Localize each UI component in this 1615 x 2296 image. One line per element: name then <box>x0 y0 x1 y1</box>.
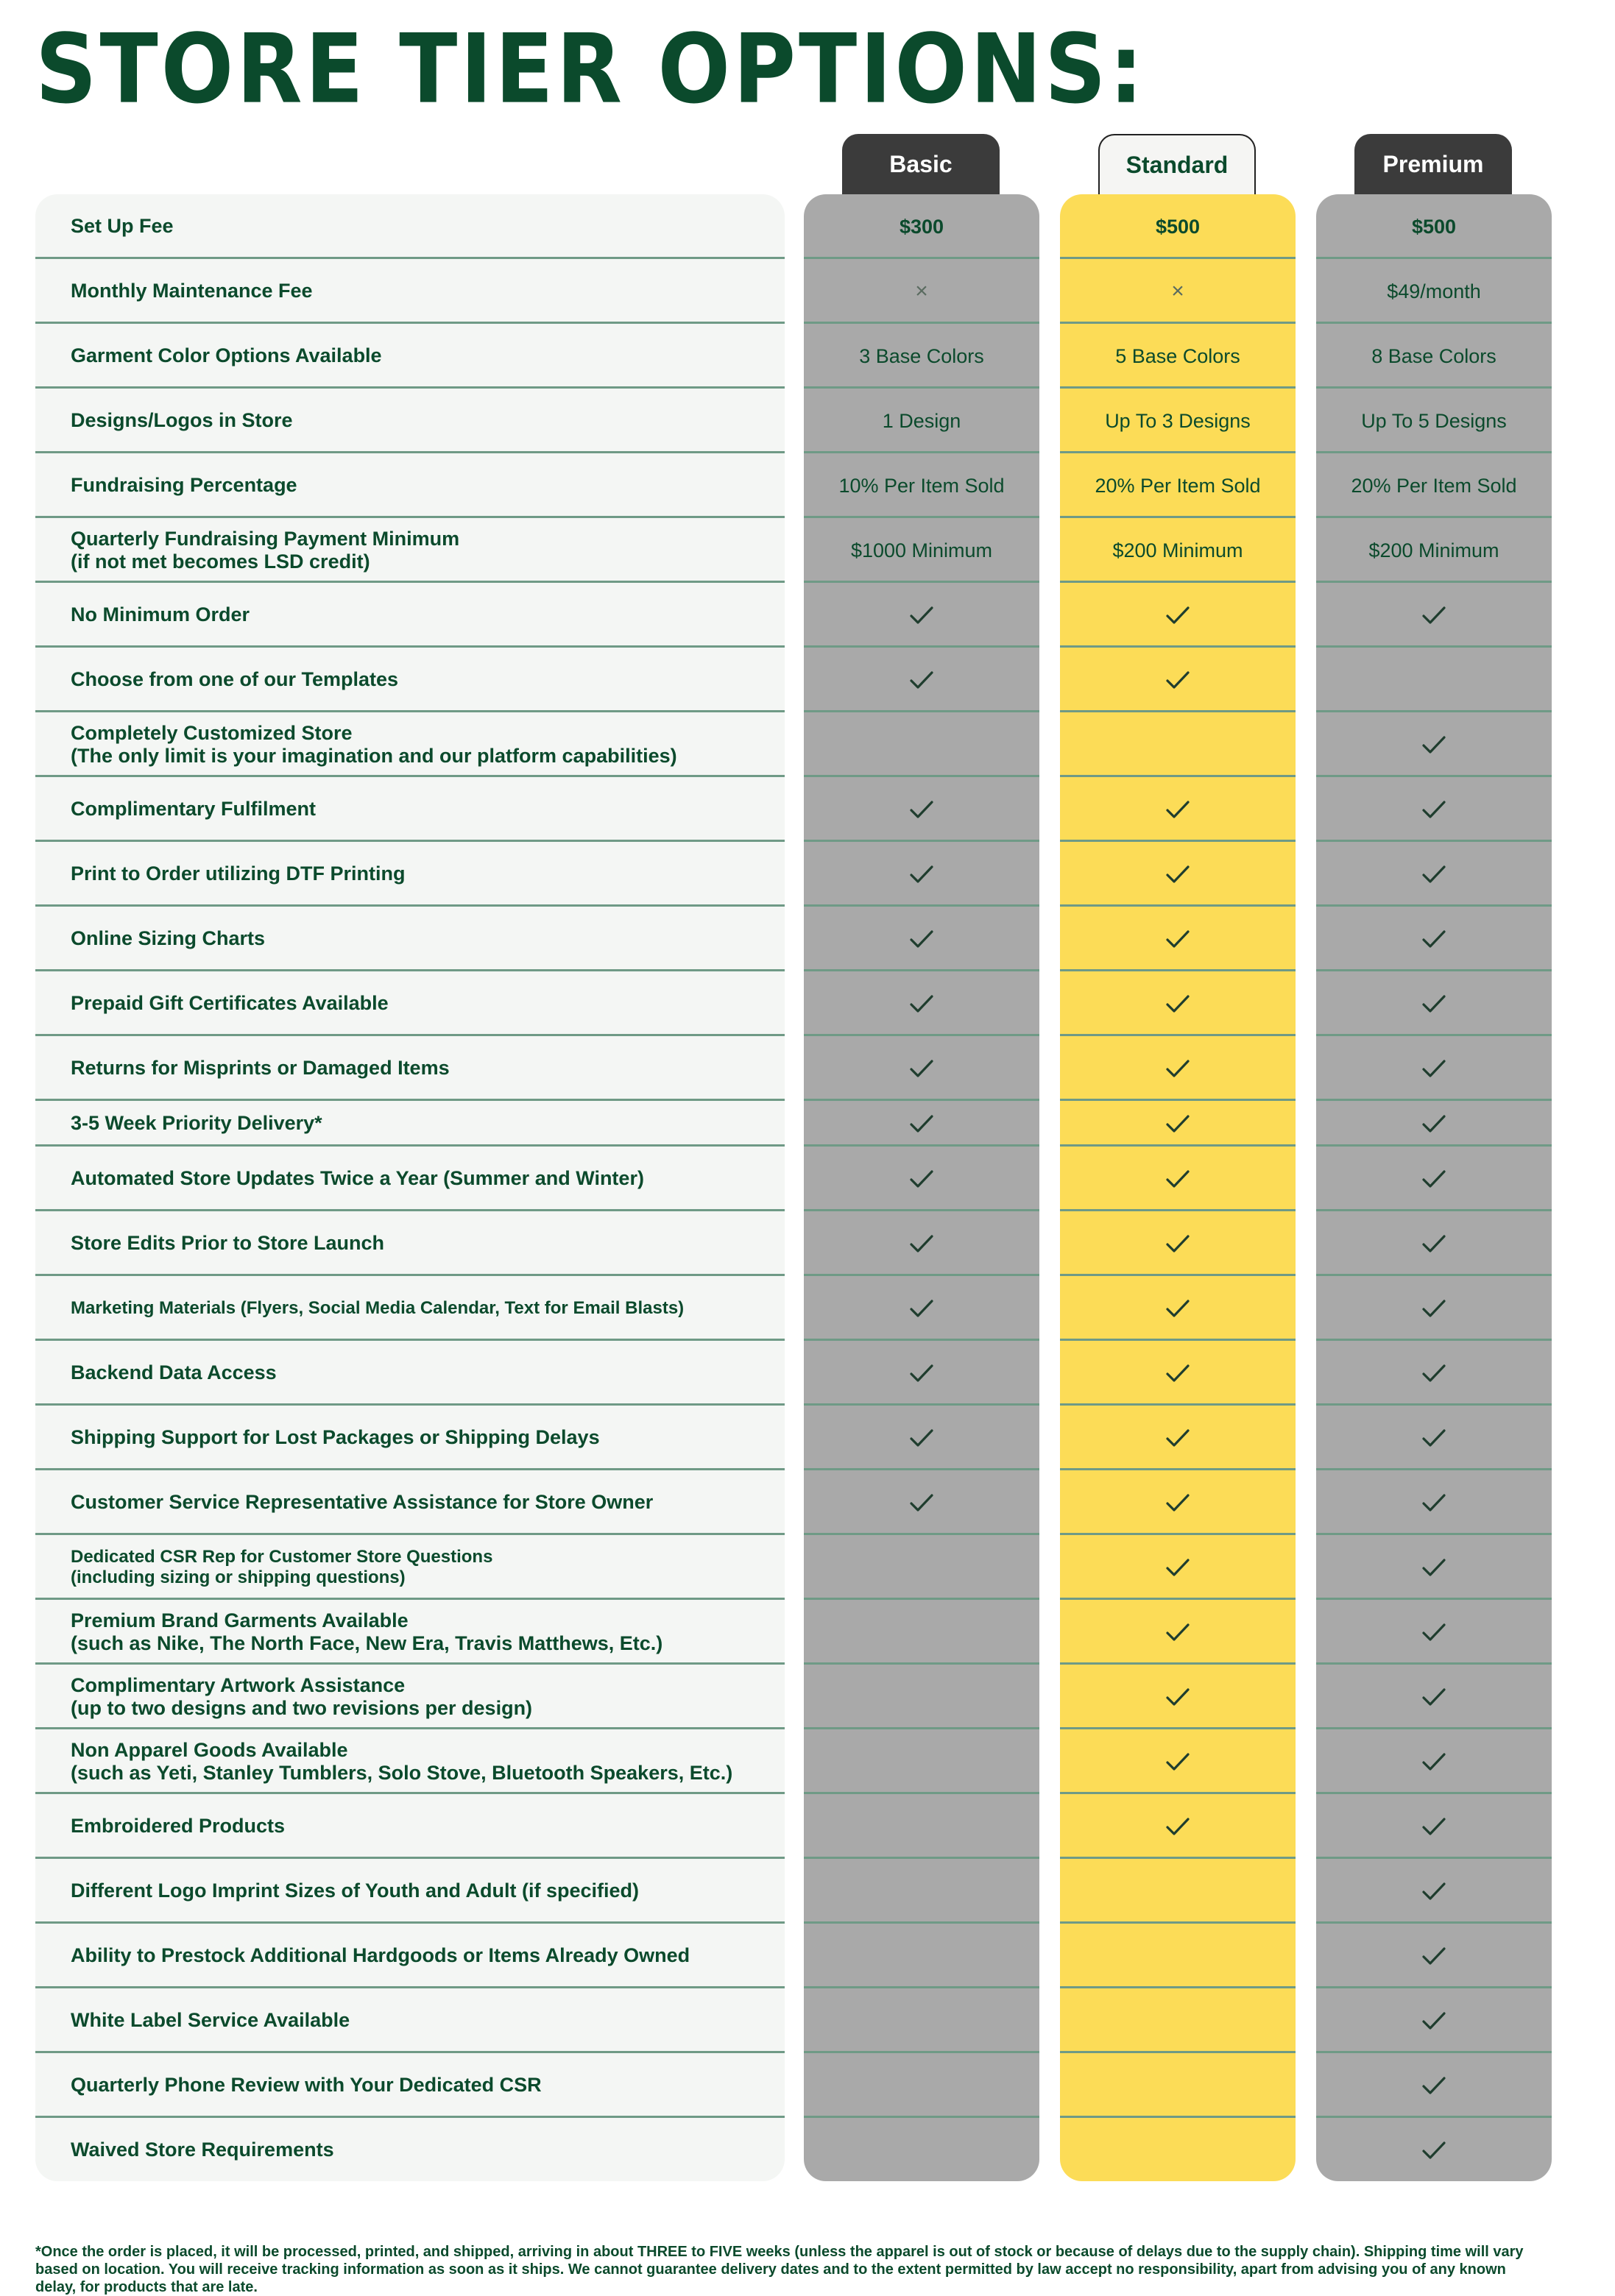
cell-basic <box>804 712 1039 777</box>
checkmark-icon <box>1421 1492 1446 1514</box>
cell-standard <box>1060 842 1296 907</box>
checkmark-icon <box>909 1168 934 1190</box>
checkmark-icon <box>1165 1362 1190 1384</box>
table-row <box>0 1341 1615 1406</box>
feature-label <box>35 1470 785 1535</box>
table-row <box>0 1600 1615 1665</box>
cell-basic <box>804 259 1039 324</box>
feature-label <box>35 777 785 842</box>
cross-icon: × <box>1171 279 1184 303</box>
cell-premium <box>1316 1600 1552 1665</box>
cell-standard <box>1060 1147 1296 1211</box>
cell-value: 20% Per Item Sold <box>1095 474 1261 497</box>
feature-label-text: Fundraising Percentage <box>71 474 297 497</box>
cell-standard <box>1060 1211 1296 1276</box>
cell-standard <box>1060 1924 1296 1988</box>
feature-label <box>35 2053 785 2118</box>
checkmark-icon <box>1421 2139 1446 2161</box>
feature-label-text: Store Edits Prior to Store Launch <box>71 1232 385 1255</box>
feature-label <box>35 1729 785 1794</box>
cell-premium <box>1316 2118 1552 2183</box>
feature-label-text: Complimentary Fulfilment <box>71 798 317 821</box>
feature-label-text: White Label Service Available <box>71 2009 350 2032</box>
cell-basic <box>804 1101 1039 1147</box>
checkmark-icon <box>909 1297 934 1319</box>
checkmark-icon <box>1421 2010 1446 2032</box>
cell-value: 3 Base Colors <box>859 344 984 367</box>
cell-standard <box>1060 2053 1296 2118</box>
cell-basic <box>804 2118 1039 2183</box>
feature-label-text: Monthly Maintenance Fee <box>71 280 313 302</box>
cell-premium <box>1316 1470 1552 1535</box>
cell-basic <box>804 842 1039 907</box>
checkmark-icon <box>1165 1113 1190 1135</box>
checkmark-icon <box>1165 1556 1190 1578</box>
cell-premium <box>1316 1794 1552 1859</box>
checkmark-icon <box>1421 1815 1446 1838</box>
checkmark-icon <box>1421 993 1446 1015</box>
cell-value: $300 <box>899 215 944 238</box>
checkmark-icon <box>909 604 934 626</box>
table-row <box>0 1924 1615 1988</box>
checkmark-icon <box>1421 1945 1446 1967</box>
checkmark-icon <box>1421 1362 1446 1384</box>
feature-label <box>35 1276 785 1341</box>
cell-standard <box>1060 2118 1296 2183</box>
cell-standard <box>1060 1600 1296 1665</box>
cell-standard <box>1060 518 1296 583</box>
feature-label <box>35 842 785 907</box>
cell-premium <box>1316 1859 1552 1924</box>
cell-basic <box>804 1535 1039 1600</box>
checkmark-icon <box>1421 863 1446 885</box>
cell-basic <box>804 2053 1039 2118</box>
cell-standard <box>1060 1341 1296 1406</box>
checkmark-icon <box>1165 798 1190 821</box>
cell-standard <box>1060 1036 1296 1101</box>
cell-premium <box>1316 777 1552 842</box>
footnote: *Once the order is placed, it will be processed, printed, and shipped, arriving in about THREE to FIVE weeks (unless the apparel is out of stock or because of delays due to the supply chain). Shipping time will vary based on location. You will receive tracking information as soon as it ships. We cannot guarantee delivery dates and to the extent permitted by law accept no responsibility, apart from advising you of any known delay, for products that are late. <box>35 2244 1524 2295</box>
checkmark-icon <box>909 1427 934 1449</box>
table-row <box>0 194 1615 259</box>
cell-value: $1000 Minimum <box>850 539 993 561</box>
feature-label-text: Prepaid Gift Certificates Available <box>71 992 389 1015</box>
feature-label-text: Garment Color Options Available <box>71 344 382 367</box>
checkmark-icon <box>1165 1751 1190 1773</box>
cell-standard <box>1060 1101 1296 1147</box>
tier-comparison-table <box>0 194 1615 2183</box>
checkmark-icon <box>1165 928 1190 950</box>
checkmark-icon <box>909 669 934 691</box>
feature-label-text: Online Sizing Charts <box>71 927 266 950</box>
cell-value: 20% Per Item Sold <box>1351 474 1517 497</box>
cell-value: 10% Per Item Sold <box>838 474 1005 497</box>
cell-premium <box>1316 1341 1552 1406</box>
feature-label-text: Choose from one of our Templates <box>71 668 399 691</box>
checkmark-icon <box>1421 1297 1446 1319</box>
table-row <box>0 1794 1615 1859</box>
table-row <box>0 1729 1615 1794</box>
cell-premium <box>1316 1988 1552 2053</box>
table-row <box>0 259 1615 324</box>
cell-basic <box>804 777 1039 842</box>
tier-tab-standard: Standard <box>1098 134 1256 194</box>
cell-premium <box>1316 1406 1552 1470</box>
cell-premium <box>1316 453 1552 518</box>
cell-standard <box>1060 453 1296 518</box>
checkmark-icon <box>1165 669 1190 691</box>
cell-premium <box>1316 1211 1552 1276</box>
table-row <box>0 971 1615 1036</box>
checkmark-icon <box>1421 2074 1446 2097</box>
checkmark-icon <box>909 1057 934 1080</box>
feature-label <box>35 583 785 648</box>
cell-standard <box>1060 583 1296 648</box>
checkmark-icon <box>1165 1815 1190 1838</box>
table-row <box>0 1665 1615 1729</box>
cell-premium <box>1316 1535 1552 1600</box>
checkmark-icon <box>1421 1427 1446 1449</box>
cell-basic <box>804 1147 1039 1211</box>
feature-label-text: Customer Service Representative Assistance for Store Owner <box>71 1491 654 1514</box>
cell-basic <box>804 194 1039 259</box>
checkmark-icon <box>1165 1492 1190 1514</box>
feature-label-text: Waived Store Requirements <box>71 2139 334 2161</box>
feature-label-text: Different Logo Imprint Sizes of Youth and Adult (if specified) <box>71 1879 639 1902</box>
cell-premium <box>1316 583 1552 648</box>
table-row <box>0 712 1615 777</box>
cell-basic <box>804 1211 1039 1276</box>
feature-label-text: Automated Store Updates Twice a Year (Summer and Winter) <box>71 1167 644 1190</box>
table-row <box>0 1859 1615 1924</box>
page-title: STORE TIER OPTIONS: <box>35 13 1147 125</box>
feature-label <box>35 453 785 518</box>
cell-basic <box>804 1665 1039 1729</box>
table-row <box>0 777 1615 842</box>
table-row <box>0 1101 1615 1147</box>
feature-label-text: Embroidered Products <box>71 1815 286 1838</box>
feature-label <box>35 971 785 1036</box>
cell-premium <box>1316 971 1552 1036</box>
cell-basic <box>804 324 1039 389</box>
checkmark-icon <box>909 1233 934 1255</box>
feature-label-text: Non Apparel Goods Available (such as Yeti, Stanley Tumblers, Solo Stove, Bluetooth Speakers, Etc.) <box>71 1738 733 1784</box>
cell-standard <box>1060 259 1296 324</box>
feature-label-text: Quarterly Fundraising Payment Minimum (if not met becomes LSD credit) <box>71 527 460 573</box>
cell-premium <box>1316 518 1552 583</box>
cell-premium <box>1316 648 1552 712</box>
checkmark-icon <box>1165 1057 1190 1080</box>
cell-standard <box>1060 389 1296 453</box>
cell-standard <box>1060 648 1296 712</box>
checkmark-icon <box>909 928 934 950</box>
table-row <box>0 648 1615 712</box>
cell-premium <box>1316 1924 1552 1988</box>
checkmark-icon <box>1421 1556 1446 1578</box>
table-row <box>0 583 1615 648</box>
cell-value: $500 <box>1155 215 1201 238</box>
checkmark-icon <box>909 993 934 1015</box>
cell-value: 1 Design <box>882 409 961 432</box>
cell-standard <box>1060 1988 1296 2053</box>
cell-premium <box>1316 389 1552 453</box>
cell-premium <box>1316 2053 1552 2118</box>
table-row <box>0 1988 1615 2053</box>
cell-standard <box>1060 324 1296 389</box>
checkmark-icon <box>1165 993 1190 1015</box>
cell-premium <box>1316 1276 1552 1341</box>
feature-label <box>35 1665 785 1729</box>
feature-label <box>35 1859 785 1924</box>
checkmark-icon <box>1165 1686 1190 1708</box>
checkmark-icon <box>1421 1168 1446 1190</box>
table-row <box>0 2053 1615 2118</box>
table-row <box>0 324 1615 389</box>
cell-basic <box>804 453 1039 518</box>
table-row <box>0 1535 1615 1600</box>
table-row <box>0 1147 1615 1211</box>
cell-standard <box>1060 907 1296 971</box>
cell-basic <box>804 1859 1039 1924</box>
cell-basic <box>804 1988 1039 2053</box>
table-row <box>0 842 1615 907</box>
feature-label-text: Completely Customized Store (The only limit is your imagination and our platform capabilities) <box>71 721 677 767</box>
cell-value: Up To 3 Designs <box>1105 409 1251 432</box>
checkmark-icon <box>909 1492 934 1514</box>
checkmark-icon <box>1165 1168 1190 1190</box>
feature-label-text: Dedicated CSR Rep for Customer Store Questions (including sizing or shipping questions) <box>71 1547 493 1587</box>
checkmark-icon <box>1165 1427 1190 1449</box>
table-row <box>0 389 1615 453</box>
feature-label <box>35 1988 785 2053</box>
cell-basic <box>804 1406 1039 1470</box>
checkmark-icon <box>1165 1297 1190 1319</box>
table-row <box>0 1470 1615 1535</box>
checkmark-icon <box>1421 1686 1446 1708</box>
checkmark-icon <box>1165 1233 1190 1255</box>
checkmark-icon <box>1421 734 1446 756</box>
feature-label-text: Shipping Support for Lost Packages or Shipping Delays <box>71 1426 600 1449</box>
cell-standard <box>1060 1276 1296 1341</box>
feature-label <box>35 259 785 324</box>
feature-label <box>35 2118 785 2183</box>
feature-label-text: Quarterly Phone Review with Your Dedicated CSR <box>71 2074 542 2097</box>
table-row <box>0 453 1615 518</box>
cell-premium <box>1316 907 1552 971</box>
cell-basic <box>804 1600 1039 1665</box>
feature-label <box>35 648 785 712</box>
cell-basic <box>804 1276 1039 1341</box>
cell-standard <box>1060 1729 1296 1794</box>
feature-label <box>35 907 785 971</box>
feature-label <box>35 1406 785 1470</box>
feature-label-text: Returns for Misprints or Damaged Items <box>71 1057 450 1080</box>
checkmark-icon <box>1165 1621 1190 1643</box>
cell-basic <box>804 1924 1039 1988</box>
cell-value: $200 Minimum <box>1368 539 1499 561</box>
cell-standard <box>1060 194 1296 259</box>
table-row <box>0 1406 1615 1470</box>
cell-premium <box>1316 194 1552 259</box>
cell-premium <box>1316 1665 1552 1729</box>
cell-basic <box>804 1729 1039 1794</box>
feature-label-text: Complimentary Artwork Assistance (up to two designs and two revisions per design) <box>71 1673 533 1719</box>
checkmark-icon <box>1165 604 1190 626</box>
feature-label-text: Backend Data Access <box>71 1361 277 1384</box>
cell-premium <box>1316 712 1552 777</box>
cell-standard <box>1060 1406 1296 1470</box>
cell-premium <box>1316 1147 1552 1211</box>
cell-standard <box>1060 1535 1296 1600</box>
cell-basic <box>804 1341 1039 1406</box>
cell-premium <box>1316 1036 1552 1101</box>
cell-premium <box>1316 259 1552 324</box>
cell-basic <box>804 518 1039 583</box>
table-row <box>0 907 1615 971</box>
cell-standard <box>1060 777 1296 842</box>
cell-basic <box>804 1470 1039 1535</box>
checkmark-icon <box>1421 1751 1446 1773</box>
feature-label <box>35 518 785 583</box>
feature-label <box>35 1341 785 1406</box>
table-row <box>0 1276 1615 1341</box>
cell-basic <box>804 389 1039 453</box>
cell-standard <box>1060 1665 1296 1729</box>
feature-label <box>35 1101 785 1147</box>
feature-label <box>35 389 785 453</box>
cell-basic <box>804 1036 1039 1101</box>
tier-tab-basic: Basic <box>842 134 1000 194</box>
cell-standard <box>1060 1859 1296 1924</box>
checkmark-icon <box>909 798 934 821</box>
feature-label-text: Designs/Logos in Store <box>71 409 293 432</box>
checkmark-icon <box>909 1362 934 1384</box>
cell-standard <box>1060 712 1296 777</box>
feature-label-text: Set Up Fee <box>71 215 174 238</box>
feature-label <box>35 1794 785 1859</box>
checkmark-icon <box>1421 604 1446 626</box>
table-row <box>0 1036 1615 1101</box>
feature-label-text: Marketing Materials (Flyers, Social Media Calendar, Text for Email Blasts) <box>71 1298 685 1319</box>
checkmark-icon <box>909 1113 934 1135</box>
table-row <box>0 518 1615 583</box>
checkmark-icon <box>1165 863 1190 885</box>
cell-standard <box>1060 1470 1296 1535</box>
cell-value: 8 Base Colors <box>1371 344 1496 367</box>
feature-label <box>35 712 785 777</box>
feature-label <box>35 1211 785 1276</box>
cell-value: $49/month <box>1387 280 1481 302</box>
feature-label-text: 3-5 Week Priority Delivery* <box>71 1112 322 1135</box>
cell-premium <box>1316 1101 1552 1147</box>
checkmark-icon <box>1421 1233 1446 1255</box>
feature-label <box>35 194 785 259</box>
cell-basic <box>804 648 1039 712</box>
cell-standard <box>1060 1794 1296 1859</box>
cell-basic <box>804 907 1039 971</box>
checkmark-icon <box>1421 928 1446 950</box>
feature-label-text: Premium Brand Garments Available (such as Nike, The North Face, New Era, Travis Matthews, Etc.) <box>71 1609 663 1654</box>
feature-label <box>35 1924 785 1988</box>
tier-tab-premium: Premium <box>1354 134 1512 194</box>
cell-value: $200 Minimum <box>1112 539 1243 561</box>
feature-label <box>35 1600 785 1665</box>
feature-label <box>35 1147 785 1211</box>
cross-icon: × <box>915 279 928 303</box>
cell-basic <box>804 971 1039 1036</box>
feature-label <box>35 324 785 389</box>
table-row <box>0 1211 1615 1276</box>
cell-basic <box>804 1794 1039 1859</box>
cell-value: 5 Base Colors <box>1115 344 1240 367</box>
cell-premium <box>1316 324 1552 389</box>
cell-basic <box>804 583 1039 648</box>
feature-label-text: Ability to Prestock Additional Hardgoods or Items Already Owned <box>71 1944 690 1967</box>
table-row <box>0 2118 1615 2183</box>
feature-label <box>35 1036 785 1101</box>
checkmark-icon <box>1421 1880 1446 1902</box>
checkmark-icon <box>909 863 934 885</box>
cell-value: Up To 5 Designs <box>1361 409 1507 432</box>
feature-label-text: No Minimum Order <box>71 603 250 626</box>
cell-standard <box>1060 971 1296 1036</box>
feature-label <box>35 1535 785 1600</box>
cell-premium <box>1316 842 1552 907</box>
cell-premium <box>1316 1729 1552 1794</box>
feature-label-text: Print to Order utilizing DTF Printing <box>71 862 406 885</box>
checkmark-icon <box>1421 1113 1446 1135</box>
checkmark-icon <box>1421 1621 1446 1643</box>
cell-value: $500 <box>1411 215 1457 238</box>
checkmark-icon <box>1421 798 1446 821</box>
checkmark-icon <box>1421 1057 1446 1080</box>
